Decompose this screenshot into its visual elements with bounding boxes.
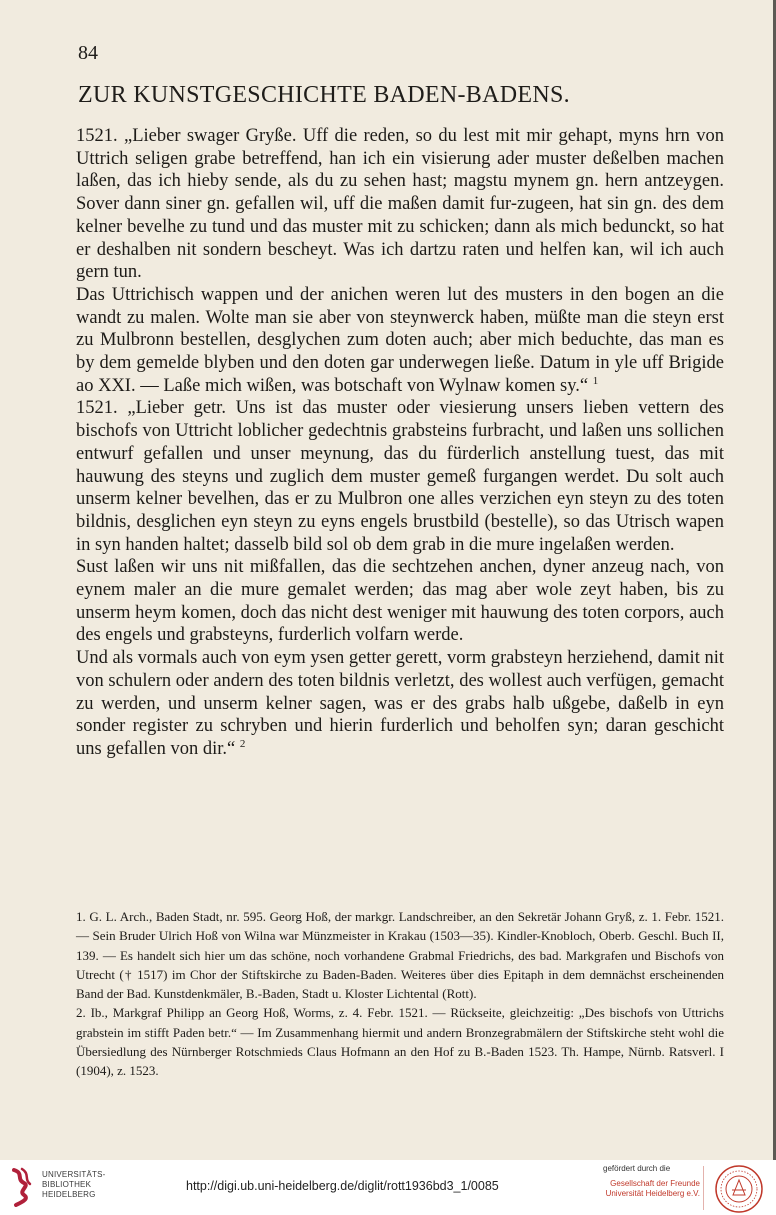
paragraph-text: 1521. „Lieber swager Gryße. Uff die reden, so du lest mit mir gehapt, myns hrn von Uttrich seligen grabe betreffend, han ich ein visierung ader muster deßelben machen laßen, das ich hieby sende, als du zu sehen hast; magstu mynem gn. hern antzeygen. Sover dann siner gn. gefallen wil, uff die maßen damit fur-zugeen, hat sin gn. des dem kelner bevelhe zu tund und das muster mit zu schicken; dann als mich bedunckt, so hat er deshalben nit sondern bescheyt. Was ich dartzu raten und helfen kan, wil ich auch gern tun.: [76, 126, 724, 283]
divider: [703, 1166, 704, 1210]
paragraph-text: Und als vormals auch von eym ysen getter gerett, vorm grabsteyn herziehend, damit nit von schulern oder andern des toten bildnis verletzt, des wollest auch verfügen, gemacht zu werden, und unserm kelner sagen, was er des grabs halb ußgebe, daßelb in eyn sonder register zu schryben und hierin furderlich und beholfen syn; daran geschicht uns gefallen von dir.“: [76, 648, 724, 759]
university-seal-icon[interactable]: [714, 1164, 764, 1214]
page-number: 84: [78, 42, 98, 64]
library-name-line: BIBLIOTHEK: [42, 1180, 92, 1189]
main-text: [76, 125, 724, 761]
digitization-footer: [0, 1160, 776, 1215]
running-title: ZUR KUNSTGESCHICHTE BADEN-BADENS.: [78, 82, 570, 108]
footnote-ref: 2: [239, 737, 246, 750]
paragraph: [76, 397, 724, 556]
ub-heidelberg-logo-icon[interactable]: [10, 1167, 34, 1207]
paragraph-text: Sust laßen wir uns nit mißfallen, das die sechtzehen anchen, dyner anzeug nach, von eynem maler an die mure gemalet werden; das mag aber wole zeyt haben, bis zu unserm heym komen, doch das nicht dest weniger mit hauwung des toten corpors, auch des engels und grabsteyns, furderlich volfarn werde.: [76, 557, 724, 646]
footnote-ref: 1: [592, 374, 599, 387]
funded-by-label: gefördert durch die: [603, 1164, 671, 1173]
society-name-line: Gesellschaft der Freunde: [610, 1179, 700, 1188]
library-name-line: UNIVERSITÄTS-: [42, 1170, 106, 1179]
paragraph: [76, 125, 724, 284]
paragraph-text: 1521. „Lieber getr. Uns ist das muster oder viesierung unsers lieben vettern des bischofs von Uttricht loblicher gedechtnis grabsteins furbracht, und laßen uns sollichen entwurf gefallen und unser meynung, das du fürderlich anstellung tuest, das mit hauwung des steyns und zuglich dem muster gemeß furgangen werdet. Du solt auch unserm kelner bevelhen, das er zu Mulbron one alles verzichen eyn steyn zu des toten bildnis, desglichen eyn steyn zu eyns engels brustbild (bestelle), so das Utrisch wapen in syn handen haltet; dasselb bild sol ob dem grab in die mure ingelaßen werden.: [76, 398, 724, 555]
footnotes: [76, 907, 724, 1081]
paragraph: [76, 647, 724, 761]
paragraph: [76, 556, 724, 647]
society-name-line: Universität Heidelberg e.V.: [605, 1189, 700, 1198]
library-name-line: HEIDELBERG: [42, 1190, 96, 1199]
paragraph-text: Das Uttrichisch wappen und der anichen weren lut des musters in den bogen an die wandt zu malen. Wolte man sie aber von steynwerck haben, müßte man die steyn erst zu Mulbronn bestellen, desglychen zum doten auch; aber mich beduchte, das man es by dem gemelde blyben und den doten gar underwegen ließe. Datum in yle uff Brigide ao XXI. — Laße mich wißen, was botschaft von Wylnaw komen sy.“: [76, 284, 724, 396]
library-name: [42, 1170, 106, 1200]
paragraph: [76, 284, 724, 398]
footnote: 1. G. L. Arch., Baden Stadt, nr. 595. Georg Hoß, der markgr. Landschreiber, an den Sekretär Johann Gryß, z. 1. Febr. 1521. — Sein Bruder Ulrich Hoß von Wilna war Münzmeister in Krakau (1503—35). Kindler-Knobloch, Oberb. Geschl. Buch II, 139. — Es handelt sich hier um das schöne, noch vorhandene Grabmal Friedrichs, des bad. Markgrafen und Bischofs von Utrecht († 1517) im Chor der Stiftskirche zu Baden-Baden. Weiteres über dies Epitaph in dem demnächst erscheinenden Band der Bad. Kunstdenkmäler, B.-Baden, Stadt u. Kloster Lichtental (Rott).: [76, 909, 724, 1002]
footnote: 2. Ib., Markgraf Philipp an Georg Hoß, Worms, z. 4. Febr. 1521. — Rückseite, gleichzeitig: „Des bischofs von Uttrichs grabstein im stifft Paden betr.“ — Im Zusammenhang hiermit und andern Bronzegrabmälern der Stiftskirche steht wohl die Übersiedlung des Nürnberger Rotschmieds Claus Hofmann an den Hof zu B.-Baden 1523. Th. Hampe, Nürnb. Ratsverl. I (1904), z. 1523.: [76, 1005, 724, 1079]
society-name: [606, 1179, 700, 1199]
permalink-url[interactable]: http://digi.ub.uni-heidelberg.de/diglit/rott1936bd3_1/0085: [186, 1179, 499, 1193]
